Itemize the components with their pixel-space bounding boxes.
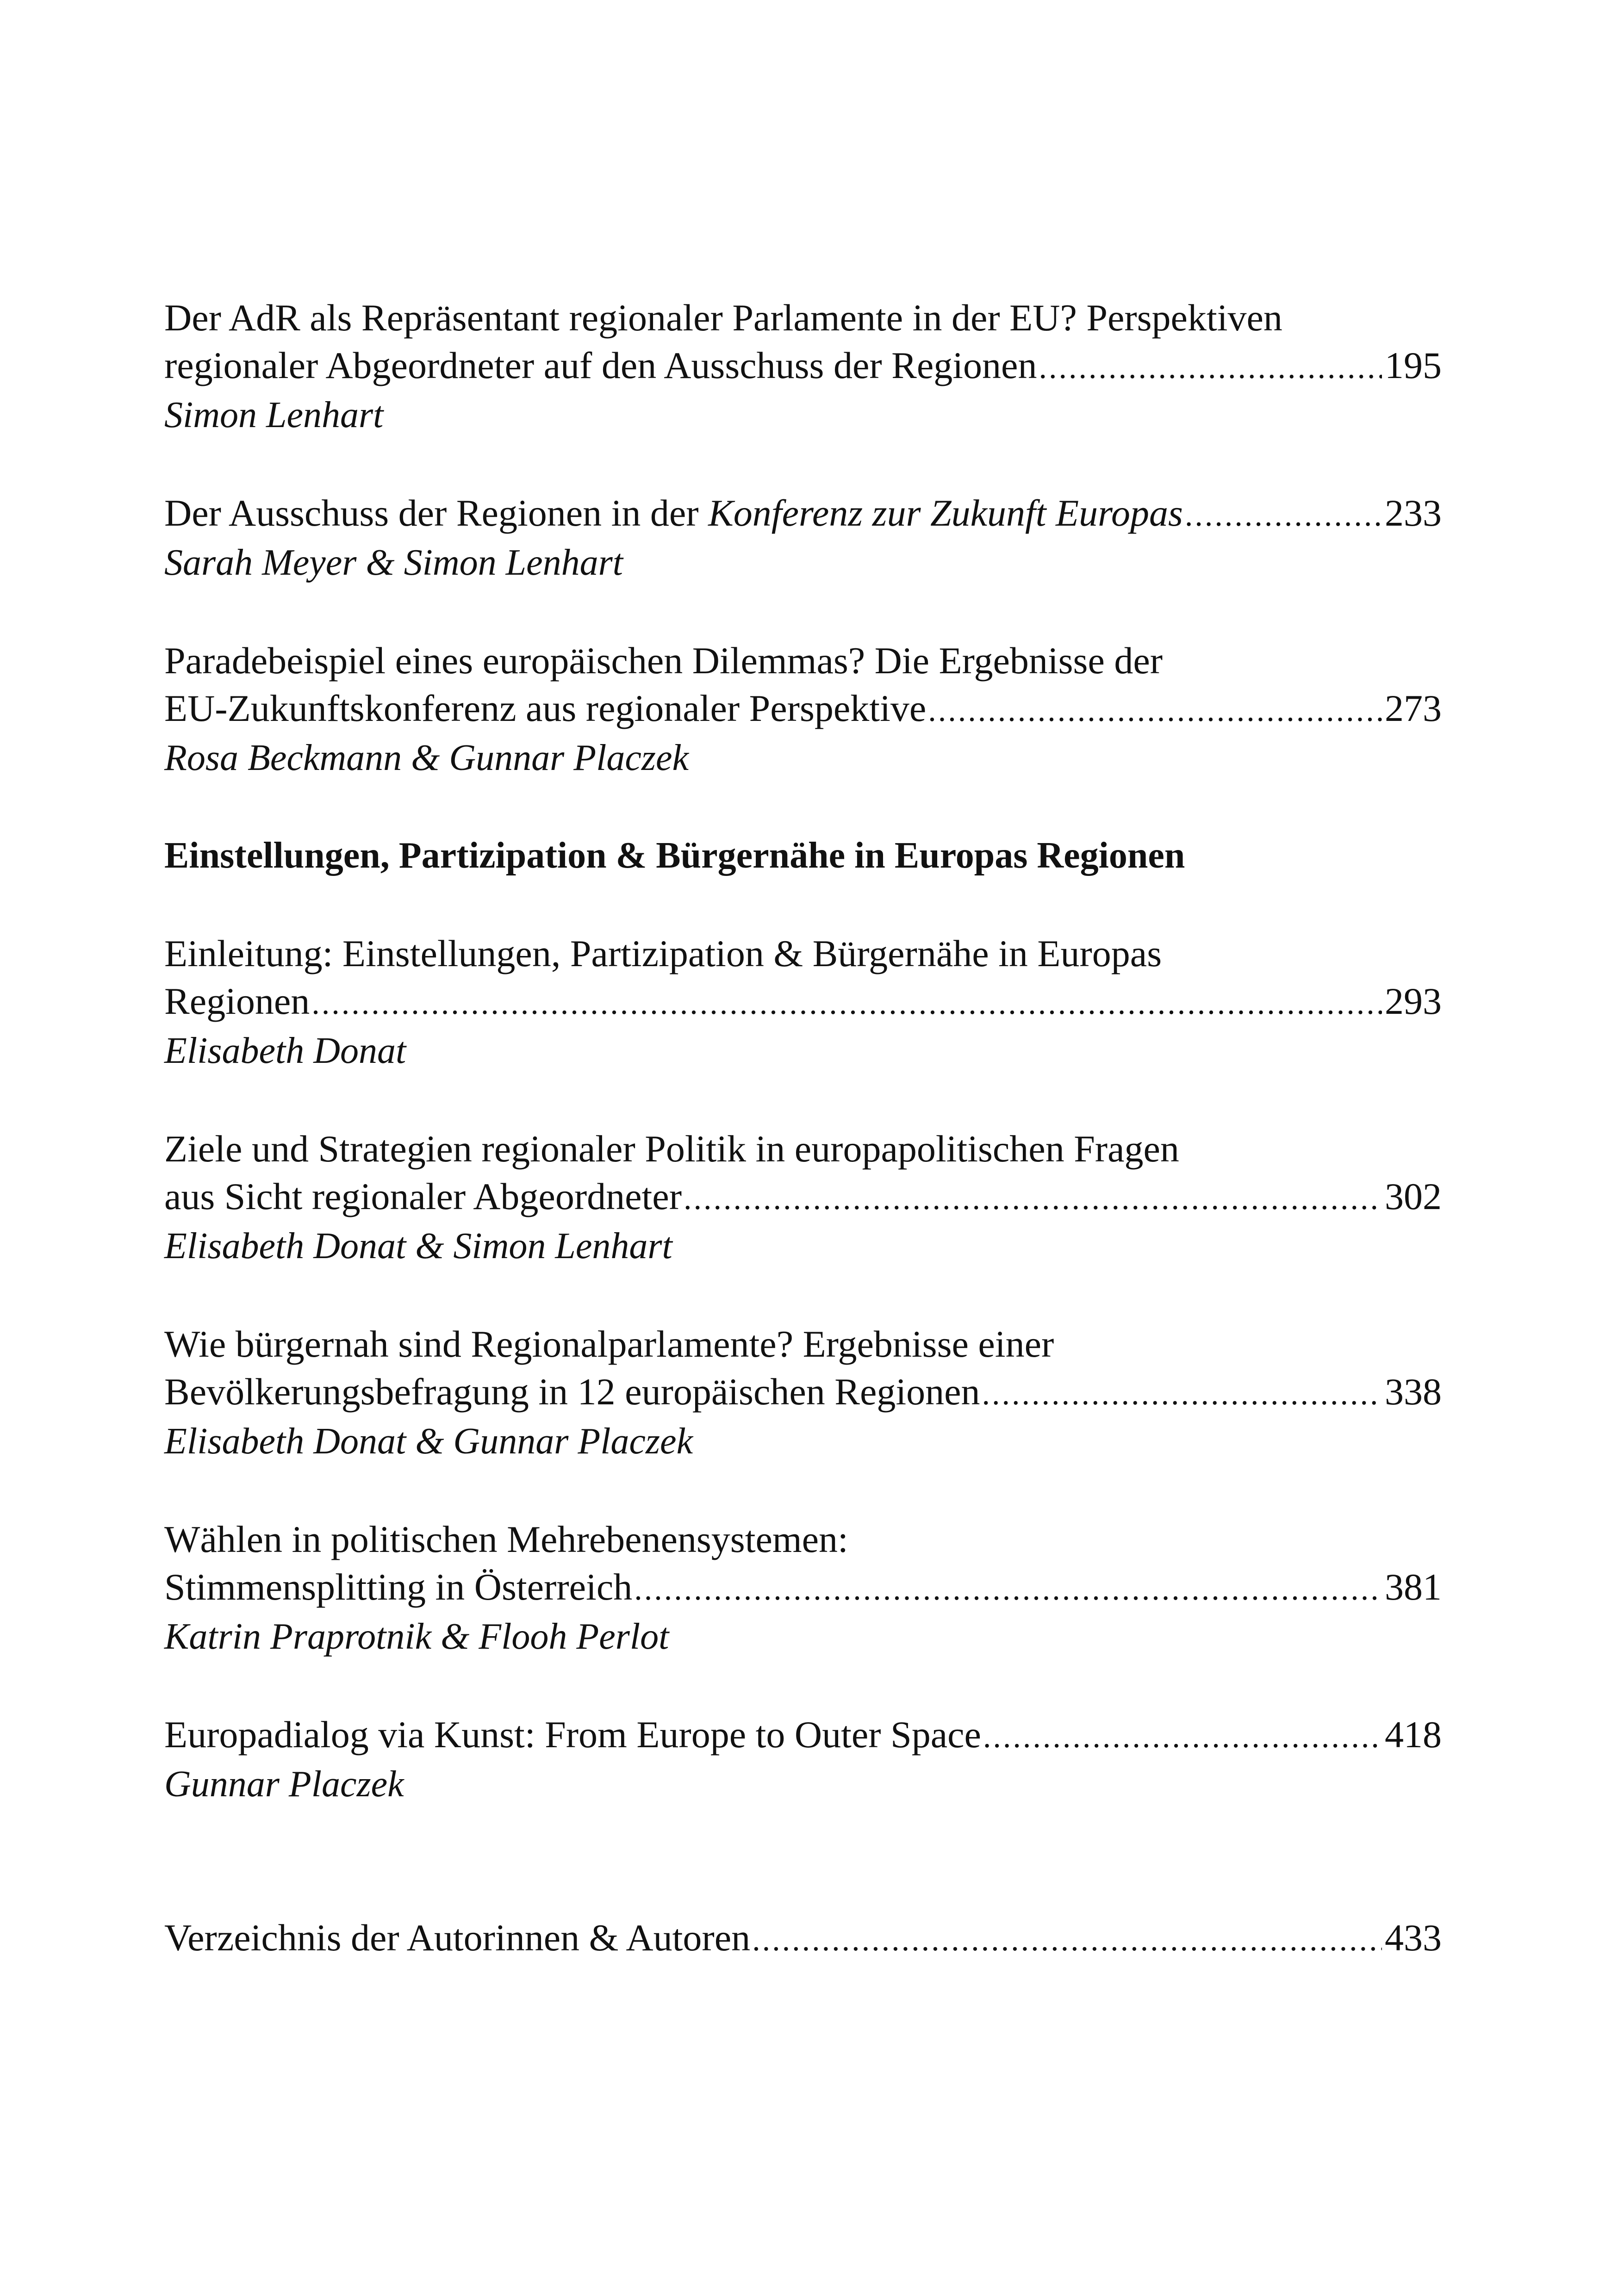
toc-entry-title-line: Europadialog via Kunst: From Europe to Outer Space: [164, 1713, 981, 1756]
toc-entry-title: [164, 294, 1442, 341]
toc-entry-title-last-line: [164, 1563, 1442, 1613]
dot-leader: [684, 1175, 1382, 1222]
page-number: 381: [1385, 1566, 1442, 1608]
page-number: 433: [1385, 1917, 1442, 1959]
page-number: 195: [1385, 344, 1442, 386]
section-heading: Einstellungen, Partizipation & Bürgernähe in Europas Regionen: [164, 835, 1185, 876]
toc-entry-author: Elisabeth Donat & Gunnar Placzek: [164, 1421, 693, 1462]
toc-entry: [164, 1711, 1442, 1808]
toc-entry: [164, 294, 1442, 439]
dot-leader: [983, 1713, 1382, 1761]
toc-entry-title-line: Der AdR als Repräsentant regionaler Parlamente in der EU? Perspektiven: [164, 297, 1282, 339]
toc-entry-title: [164, 1320, 1442, 1368]
toc-entry-title-line: Wählen in politischen Mehrebenensystemen:: [164, 1518, 848, 1560]
toc-entry-title-last-line: [164, 684, 1442, 734]
toc-entry-title-last-line: [164, 1173, 1442, 1222]
toc-entry: [164, 1125, 1442, 1270]
toc-entry: [164, 1320, 1442, 1465]
page-number: 418: [1385, 1713, 1442, 1756]
toc-entry-title-line: Bevölkerungsbefragung in 12 europäischen Regionen: [164, 1371, 980, 1413]
toc-entry-author: Gunnar Placzek: [164, 1764, 404, 1805]
toc-entry-title-line: Einleitung: Einstellungen, Partizipation & Bürgernähe in Europas: [164, 932, 1162, 974]
dot-leader: [1039, 344, 1382, 391]
toc-entry-author: Katrin Praprotnik & Flooh Perlot: [164, 1616, 669, 1657]
toc-entry-title-line: Wie bürgernah sind Regionalparlamente? Ergebnisse einer: [164, 1323, 1054, 1365]
spacer: [164, 1858, 1442, 1914]
dot-leader: [752, 1916, 1382, 1964]
toc-entry-title-line: [164, 489, 1183, 537]
toc-entry-title-last-line: [164, 1368, 1442, 1418]
toc-entry: [164, 637, 1442, 782]
toc-entry-author: Elisabeth Donat & Simon Lenhart: [164, 1226, 672, 1266]
toc-entry-title-line: regionaler Abgeordneter auf den Ausschuss der Regionen: [164, 344, 1037, 386]
toc-entry-title-line: EU-Zukunftskonferenz aus regionaler Perspektive: [164, 687, 927, 729]
toc-entry-title-italic: Konferenz zur Zukunft Europas: [708, 492, 1183, 534]
toc-entry-title-line: Paradebeispiel eines europäischen Dilemmas? Die Ergebnisse der: [164, 639, 1163, 682]
page-number: 302: [1385, 1175, 1442, 1217]
toc-entry-author: Simon Lenhart: [164, 395, 384, 435]
toc-entry-author: Sarah Meyer & Simon Lenhart: [164, 542, 623, 583]
toc-entry-title: [164, 1515, 1442, 1563]
toc-entry-author: Rosa Beckmann & Gunnar Placzek: [164, 738, 689, 778]
dot-leader: [1185, 491, 1382, 539]
dot-leader: [928, 687, 1382, 734]
page-number: 273: [1385, 687, 1442, 729]
toc-entry-title: [164, 637, 1442, 684]
toc-entry-title-last-line: [164, 341, 1442, 391]
dot-leader: [634, 1565, 1382, 1613]
table-of-contents: [164, 294, 1442, 2014]
toc-entry-title-line: Regionen: [164, 980, 310, 1022]
toc-entry-title-last-line: [164, 977, 1442, 1027]
page-number: 233: [1385, 492, 1442, 534]
toc-entry-title-line: Stimmensplitting in Österreich: [164, 1566, 633, 1608]
dot-leader: [311, 980, 1382, 1027]
toc-entry: [164, 489, 1442, 587]
toc-entry-title-plain: Der Ausschuss der Regionen in der: [164, 492, 709, 534]
toc-entry: [164, 1914, 1442, 1964]
page-number: 293: [1385, 980, 1442, 1022]
page-number: 338: [1385, 1371, 1442, 1413]
toc-entry-title-last-line: [164, 489, 1442, 539]
toc-entry: [164, 1515, 1442, 1661]
toc-entry: [164, 930, 1442, 1075]
toc-entry-title-line: Ziele und Strategien regionaler Politik in europapolitischen Fragen: [164, 1128, 1179, 1170]
toc-entry-title-line: aus Sicht regionaler Abgeordneter: [164, 1175, 682, 1217]
toc-entry-title-last-line: [164, 1914, 1442, 1964]
dot-leader: [982, 1370, 1382, 1418]
toc-entry-title: [164, 930, 1442, 977]
toc-entry-author: Elisabeth Donat: [164, 1030, 406, 1071]
toc-entry-title-line: Verzeichnis der Autorinnen & Autoren: [164, 1917, 751, 1959]
toc-entry-title-last-line: [164, 1711, 1442, 1761]
toc-entry-title: [164, 1125, 1442, 1173]
